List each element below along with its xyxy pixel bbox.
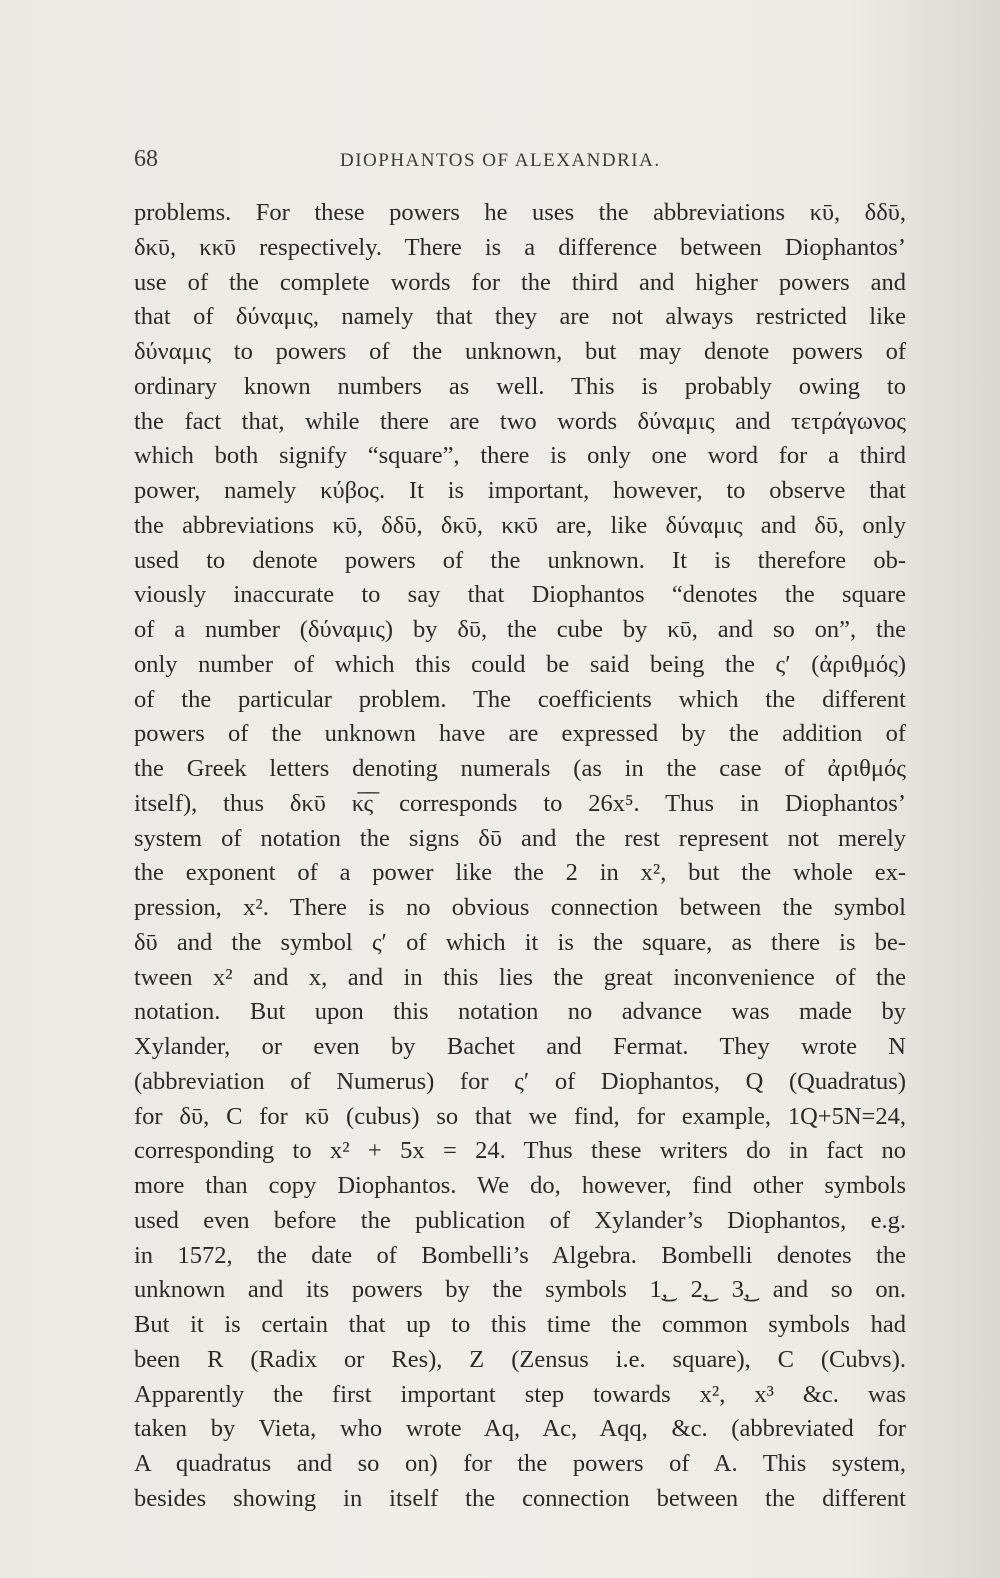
text-line: taken by Vieta, who wrote Aq, Ac, Aqq, &c. (abbreviated for bbox=[134, 1415, 906, 1443]
text-line: δῡ and the symbol ς′ of which it is the square, as there is be- bbox=[134, 928, 906, 956]
text-line: But it is certain that up to this time the common symbols had bbox=[134, 1311, 906, 1338]
text-line: only number of which this could be said being the ς′ (ἀριθμός) bbox=[134, 650, 906, 678]
text-line: pression, x². There is no obvious connection between the symbol bbox=[134, 894, 906, 921]
text-line: corresponding to x² + 5x = 24. Thus these writers do in fact no bbox=[134, 1137, 906, 1165]
text-line: Xylander, or even by Bachet and Fermat. They wrote N bbox=[134, 1033, 906, 1060]
text-line: viously inaccurate to say that Diophantos “denotes the square bbox=[134, 581, 906, 609]
text-line: that of δύναμις, namely that they are not always restricted like bbox=[134, 303, 906, 331]
body-text bbox=[134, 196, 906, 1517]
text-line: unknown and its powers by the symbols 1͜, 2͜, 3͜, and so on. bbox=[134, 1276, 906, 1304]
text-line: the abbreviations κῡ, δδῡ, δκῡ, κκῡ are, like δύναμις and δῡ, only bbox=[134, 511, 906, 539]
text-line: the Greek letters denoting numerals (as in the case of ἀριθμός bbox=[134, 755, 906, 782]
text-line: δύναμις to powers of the unknown, but may denote powers of bbox=[134, 338, 906, 365]
text-line: more than copy Diophantos. We do, however, find other symbols bbox=[134, 1172, 906, 1199]
text-line: (abbreviation of Numerus) for ς′ of Diophantos, Q (Quadratus) bbox=[134, 1067, 906, 1095]
text-line: system of notation the signs δῡ and the rest represent not merely bbox=[134, 824, 906, 852]
text-line: of the particular problem. The coefficients which the different bbox=[134, 685, 906, 713]
text-line: ordinary known numbers as well. This is probably owing to bbox=[134, 372, 906, 400]
text-line: itself), thus δκῡ κ̅ς̅ corresponds to 26x⁵. Thus in Diophantos’ bbox=[134, 789, 906, 817]
text-line: use of the complete words for the third and higher powers and bbox=[134, 268, 906, 296]
text-line: been R (Radix or Res), Z (Zensus i.e. square), C (Cubvs). bbox=[134, 1345, 906, 1373]
text-line: used even before the publication of Xylander’s Diophantos, e.g. bbox=[134, 1206, 906, 1234]
text-line: which both signify “square”, there is only one word for a third bbox=[134, 442, 906, 470]
text-line: Apparently the first important step towards x², x³ &c. was bbox=[134, 1380, 906, 1408]
text-line: the exponent of a power like the 2 in x², but the whole ex- bbox=[134, 859, 906, 887]
text-line: in 1572, the date of Bombelli’s Algebra. Bombelli denotes the bbox=[134, 1241, 906, 1269]
text-line: problems. For these powers he uses the abbreviations κῡ, δδῡ, bbox=[134, 199, 906, 226]
text-line: for δῡ, C for κῡ (cubus) so that we find, for example, 1Q+5N=24, bbox=[134, 1102, 906, 1130]
text-line: notation. But upon this notation no advance was made by bbox=[134, 998, 906, 1026]
page-header bbox=[134, 146, 904, 176]
text-line: of a number (δύναμις) by δῡ, the cube by κῡ, and so on”, the bbox=[134, 616, 906, 643]
text-line: A quadratus and so on) for the powers of A. This system, bbox=[134, 1450, 906, 1477]
text-line: used to denote powers of the unknown. It is therefore ob- bbox=[134, 546, 906, 574]
running-head: DIOPHANTOS OF ALEXANDRIA. bbox=[340, 150, 661, 171]
text-line: besides showing in itself the connection between the different bbox=[134, 1484, 906, 1512]
text-line: powers of the unknown have are expressed by the addition of bbox=[134, 720, 906, 748]
text-line: power, namely κύβος. It is important, however, to observe that bbox=[134, 477, 906, 504]
text-line: the fact that, while there are two words δύναμις and τετράγωνος bbox=[134, 407, 906, 435]
page-number: 68 bbox=[134, 146, 158, 172]
text-line: δκῡ, κκῡ respectively. There is a difference between Diophantos’ bbox=[134, 233, 906, 261]
text-line: tween x² and x, and in this lies the great inconvenience of the bbox=[134, 963, 906, 991]
